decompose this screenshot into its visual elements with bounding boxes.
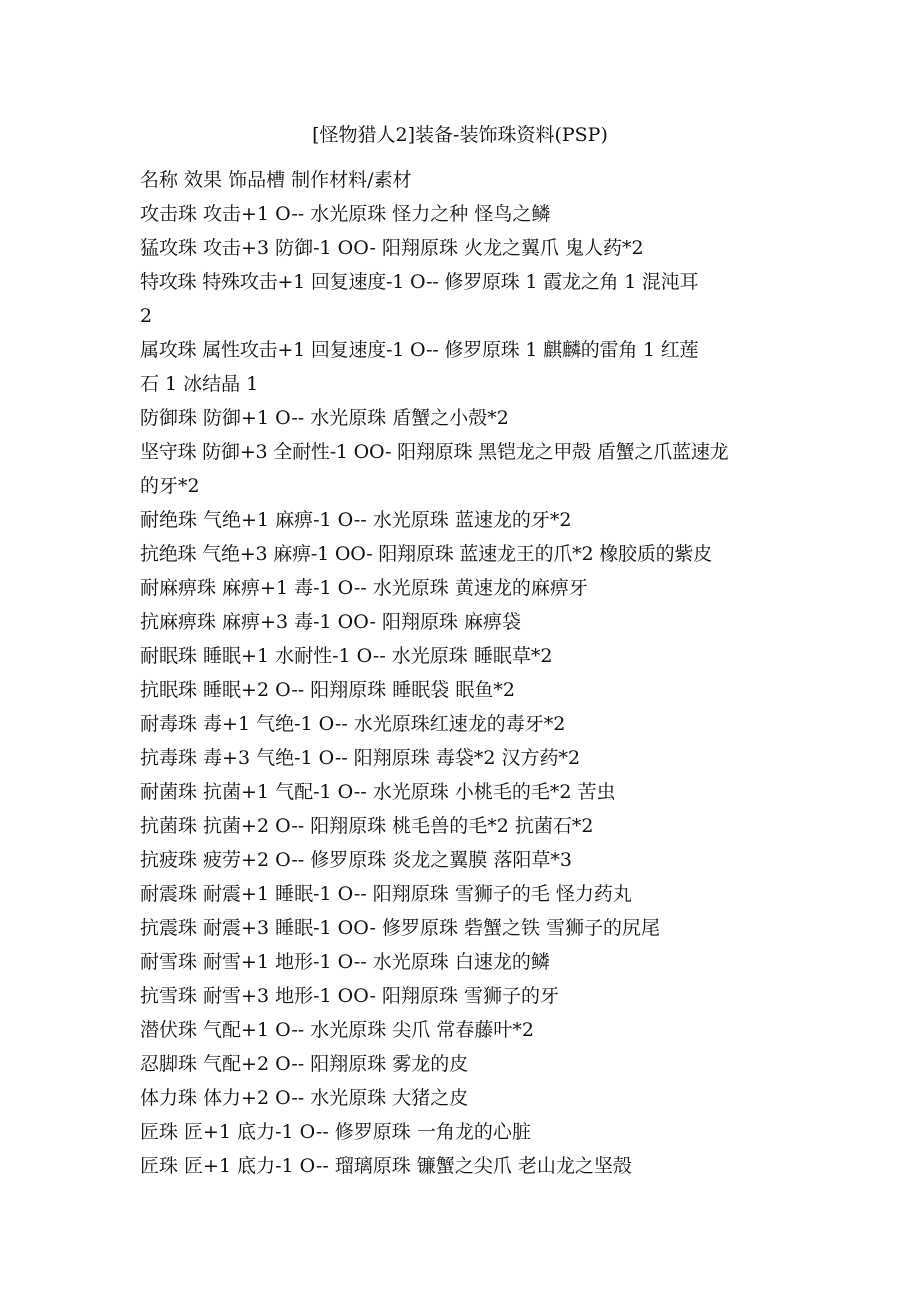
text-line: 抗毒珠 毒+3 气绝-1 O-- 阳翔原珠 毒袋*2 汉方药*2 (140, 747, 581, 769)
text-line: 猛攻珠 攻击+3 防御-1 OO- 阳翔原珠 火龙之翼爪 鬼人药*2 (140, 237, 644, 259)
text-line: 匠珠 匠+1 底力-1 O-- 瑠璃原珠 镰蟹之尖爪 老山龙之坚殻 (140, 1155, 632, 1177)
text-line: 抗菌珠 抗菌+2 O-- 阳翔原珠 桃毛兽的毛*2 抗菌石*2 (140, 815, 594, 837)
text-line: 耐眠珠 睡眠+1 水耐性-1 O-- 水光原珠 睡眠草*2 (140, 645, 553, 667)
text-line: 抗疲珠 疲劳+2 O-- 修罗原珠 炎龙之翼膜 落阳草*3 (140, 849, 572, 871)
text-line: 抗雪珠 耐雪+3 地形-1 OO- 阳翔原珠 雪狮子的牙 (140, 985, 559, 1007)
document-body (140, 163, 795, 1183)
text-line: 耐震珠 耐震+1 睡眠-1 O-- 阳翔原珠 雪狮子的毛 怪力药丸 (140, 883, 632, 905)
text-line: 属攻珠 属性攻击+1 回复速度-1 O-- 修罗原珠 1 麒麟的雷角 1 红莲 (140, 339, 699, 361)
text-line: 抗眠珠 睡眠+2 O-- 阳翔原珠 睡眠袋 眠鱼*2 (140, 679, 515, 701)
text-line: 防御珠 防御+1 O-- 水光原珠 盾蟹之小殻*2 (140, 407, 509, 429)
text-line: 抗震珠 耐震+3 睡眠-1 OO- 修罗原珠 砦蟹之铁 雪狮子的尻尾 (140, 917, 661, 939)
text-line: 攻击珠 攻击+1 O-- 水光原珠 怪力之种 怪鸟之鳞 (140, 203, 551, 225)
header-line: 名称 效果 饰品槽 制作材料/素材 (140, 169, 412, 191)
text-line: 抗绝珠 气绝+3 麻痹-1 OO- 阳翔原珠 蓝速龙王的爪*2 橡胶质的紫皮 (140, 543, 713, 565)
text-line: 体力珠 体力+2 O-- 水光原珠 大猪之皮 (140, 1087, 469, 1109)
text-line: 耐菌珠 抗菌+1 气配-1 O-- 水光原珠 小桃毛的毛*2 苦虫 (140, 781, 616, 803)
text-line: 忍脚珠 气配+2 O-- 阳翔原珠 雾龙的皮 (140, 1053, 469, 1075)
document-title: [怪物猎人2]装备-装饰珠资料(PSP) (312, 124, 608, 146)
text-line: 潜伏珠 气配+1 O-- 水光原珠 尖爪 常春藤叶*2 (140, 1019, 534, 1041)
text-line: 匠珠 匠+1 底力-1 O-- 修罗原珠 一角龙的心脏 (140, 1121, 531, 1143)
text-line: 耐毒珠 毒+1 气绝-1 O-- 水光原珠红速龙的毒牙*2 (140, 713, 566, 735)
text-line: 耐绝珠 气绝+1 麻痹-1 O-- 水光原珠 蓝速龙的牙*2 (140, 509, 572, 531)
text-line: 抗麻痹珠 麻痹+3 毒-1 OO- 阳翔原珠 麻痹袋 (140, 611, 521, 633)
text-line-continuation: 石 1 冰结晶 1 (140, 373, 259, 395)
text-line: 耐麻痹珠 麻痹+1 毒-1 O-- 水光原珠 黄速龙的麻痹牙 (140, 577, 588, 599)
text-line-continuation: 2 (140, 305, 153, 327)
text-line: 特攻珠 特殊攻击+1 回复速度-1 O-- 修罗原珠 1 霞龙之角 1 混沌耳 (140, 271, 699, 293)
text-line: 坚守珠 防御+3 全耐性-1 OO- 阳翔原珠 黑铠龙之甲殻 盾蟹之爪蓝速龙 (140, 441, 729, 463)
text-line: 耐雪珠 耐雪+1 地形-1 O-- 水光原珠 白速龙的鳞 (140, 951, 550, 973)
text-line-continuation: 的牙*2 (140, 475, 200, 497)
